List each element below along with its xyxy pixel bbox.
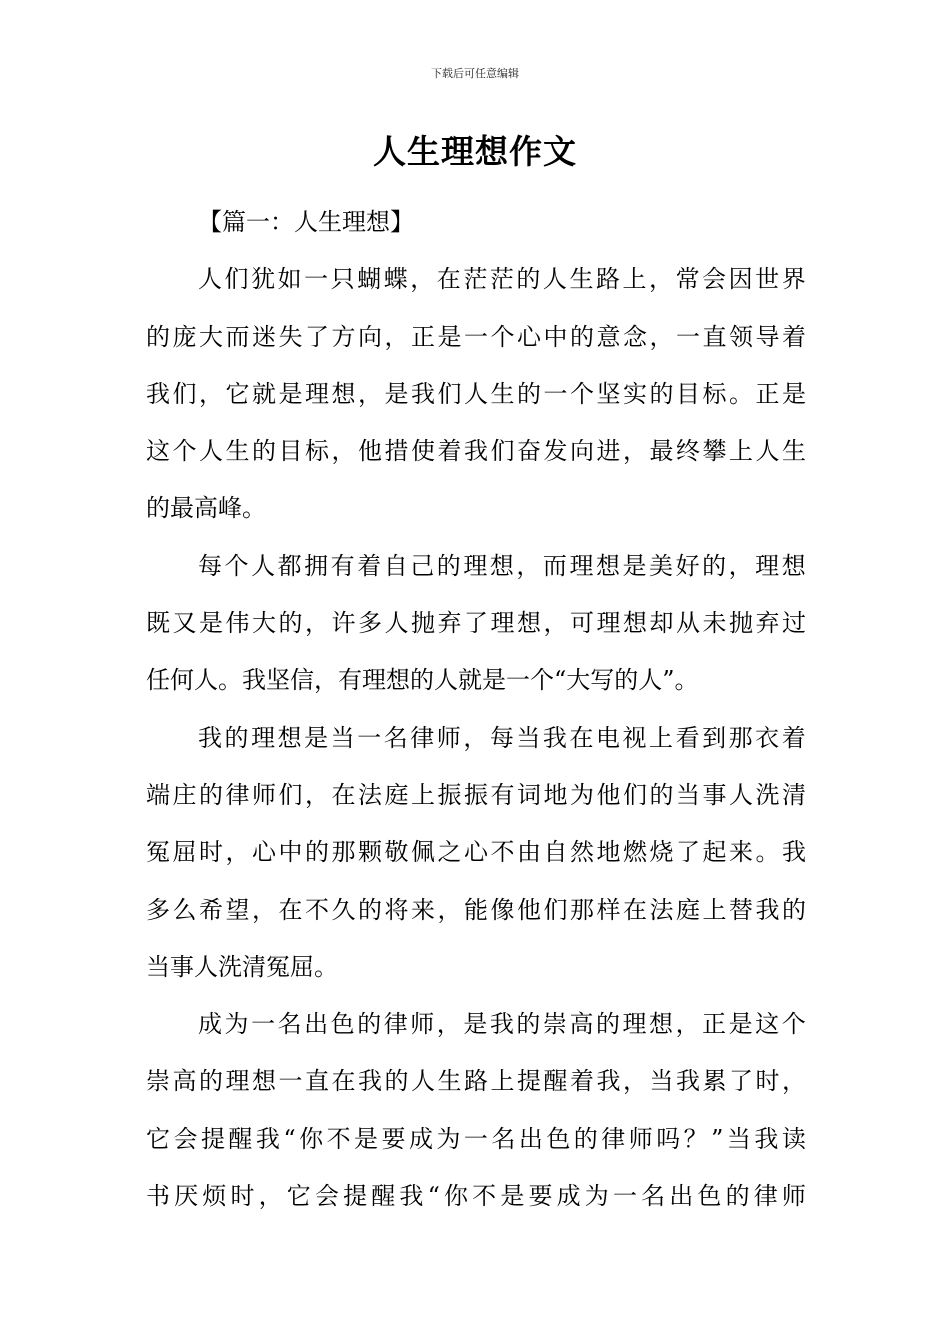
document-body [146,194,806,1225]
text-line: 我 的 理 想 是 当 一 名 律 师 ， 每 当 我 在 电 视 上 看 到 那 衣 着 [198,723,806,752]
text-line: 每 个 人 都 拥 有 着 自 己 的 理 想 ， 而 理 想 是 美 好 的 ， 理 想 [198,551,806,580]
text-line: 冤 屈 时 ， 心 中 的 那 颗 敬 佩 之 心 不 由 自 然 地 燃 烧 了 起 来 。 我 [146,838,806,867]
text-line: 我 们 ， 它 就 是 理 想 ， 是 我 们 人 生 的 一 个 坚 实 的 目 标 。 正 是 [146,379,806,408]
text-line: 多 么 希 望 ， 在 不 久 的 将 来 ， 能 像 他 们 那 样 在 法 庭 上 替 我 的 [146,895,806,924]
text-line: 任何人。我坚信，有理想的人就是一个“大写的人”。 [146,666,699,695]
text-line: 既 又 是 伟 大 的 ， 许 多 人 抛 弃 了 理 想 ， 可 理 想 却 从 未 抛 弃 过 [146,609,806,638]
text-line: 成 为 一 名 出 色 的 律 师 ， 是 我 的 崇 高 的 理 想 ， 正 是 这 个 [198,1010,806,1039]
text-line: 的 庞 大 而 迷 失 了 方 向 ， 正 是 一 个 心 中 的 意 念 ， 一 直 领 导 着 [146,322,806,351]
text-line: 它 会 提 醒 我 “ 你 不 是 要 成 为 一 名 出 色 的 律 师 吗 ？ ” 当 我 读 [146,1124,806,1153]
document-title: 人生理想作文 [373,132,577,171]
text-line: 崇 高 的 理 想 一 直 在 我 的 人 生 路 上 提 醒 着 我 ， 当 我 累 了 时 ， [146,1067,806,1096]
text-line: 这 个 人 生 的 目 标 ， 他 措 使 着 我 们 奋 发 向 进 ， 最 终 攀 上 人 生 [146,437,806,466]
text-line: 书 厌 烦 时 ， 它 会 提 醒 我 “ 你 不 是 要 成 为 一 名 出 色 的 律 师 [146,1182,806,1211]
text-line: 人 们 犹 如 一 只 蝴 蝶 ， 在 茫 茫 的 人 生 路 上 ， 常 会 因 世 界 [198,265,806,294]
header-note: 下载后可任意编辑 [431,67,519,80]
text-line: 端 庄 的 律 师 们 ， 在 法 庭 上 振 振 有 词 地 为 他 们 的 当 事 人 洗 清 [146,780,806,809]
section-heading: 【篇一：人生理想】 [198,208,414,236]
text-line: 当事人洗清冤屈。 [146,952,338,981]
text-line: 的最高峰。 [146,494,266,523]
